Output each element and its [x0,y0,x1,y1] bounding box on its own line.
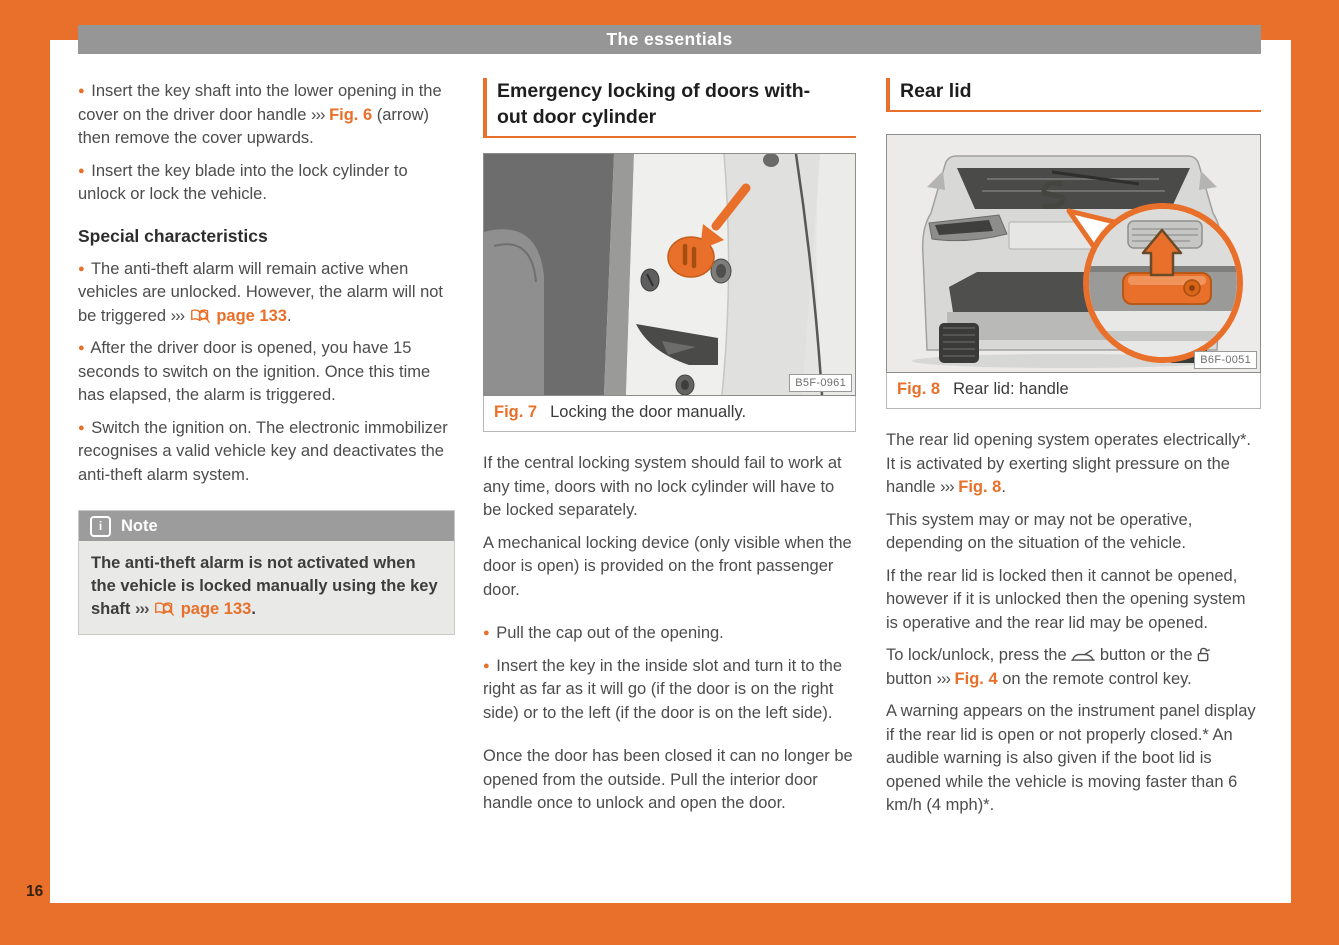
bullet-text: . [286,306,292,325]
paragraph [886,429,1261,500]
page-number: 16 [26,883,44,900]
bullet-text: Switch the ignition on. The electronic immobilizer recognises a valid vehicle key and deactivates the anti-theft alarm system. [78,418,448,484]
car-boot-open-icon [1071,649,1095,662]
figure-label: Fig. 7 [494,403,538,421]
note-title: Note [121,516,158,535]
bullet-text: The anti-theft alarm will remain active when vehicles are unlocked. However, the alarm will not be triggered [78,259,444,325]
figure-7-illustration [484,154,855,395]
figure-7 [483,153,856,396]
figure-8-illustration [887,135,1260,372]
paragraph: A mechanical locking device (only visible when the door is open) is provided on the front passenger door. [483,533,852,599]
bullet-item [78,337,455,408]
page-border-right [1291,0,1339,945]
bullet-item [78,417,455,488]
fig4-link[interactable]: Fig. 4 [954,669,998,688]
book-search-icon [154,601,175,617]
caption-text: Locking the door manually. [550,403,747,421]
paragraph-text: button or the [1099,646,1193,664]
bullet-text: Insert the key in the inside slot and turn it to the right as far as it will go (if the door is on the right side) or to the left (if the door is on the left side). [483,656,843,722]
bullet-item [483,655,856,726]
note-text: The anti-theft alarm is not activated when the vehicle is locked manually using the key shaft [91,554,438,618]
bullet-item [483,622,856,646]
bullet-dot: ● [78,262,85,275]
bullet-text: Insert the key shaft into the lower opening in the cover on the driver door handle [78,82,442,124]
fig8-link[interactable]: Fig. 8 [958,478,1002,496]
section-heading-rear-lid [886,78,1261,112]
subheading-special-characteristics: Special characteristics [78,225,268,246]
paragraph-text: on the remote control key. [997,669,1192,688]
page133-link[interactable]: page 133 [180,600,252,618]
heading-line: out door cylinder [497,106,657,128]
right-column [886,78,1261,827]
caption-text: Rear lid: handle [953,380,1069,398]
paragraph [886,644,1261,691]
bullet-item [78,80,455,151]
page-border-bottom [0,903,1339,945]
paragraph-text: The rear lid opening system operates electrically*. It is activated by exerting slight pressure on the handle [886,431,1252,496]
note-body [79,541,454,634]
figure-code: B6F-0051 [1194,351,1257,369]
page-border-left [0,0,50,945]
heading-line: Rear lid [900,80,972,102]
paragraph: A warning appears on the instrument panel display if the rear lid is open or not properly closed.* An audible warning is also given if the boot lid is opened while the vehicle is moving faster than 6 km/h (4 mph)*. [886,702,1256,814]
chevrons: ››› [940,478,954,496]
paragraph: If the rear lid is locked then it cannot be opened, however if it is unlocked then the opening system is operative and the rear lid may be opened. [886,566,1246,632]
paragraph: This system may or may not be operative, depending on the situation of the vehicle. [886,510,1193,552]
heading-line: Emergency locking of doors with- [497,80,811,102]
paragraph: Once the door has been closed it can no longer be opened from the outside. Pull the interior door handle once to unlock and open the door. [483,747,853,812]
bullet-dot: ● [78,342,85,354]
figure-label: Fig. 8 [897,380,941,398]
bullet-dot: ● [483,627,490,639]
bullet-item [78,160,455,207]
paragraph-text: To lock/unlock, press the [886,646,1067,664]
figure-7-caption [483,396,856,432]
chevrons: ››› [936,669,950,688]
chevrons: ››› [310,105,325,124]
left-column [78,80,455,635]
padlock-open-icon [1197,647,1211,662]
bullet-text: (arrow) then remove the cover upwards. [78,105,429,147]
bullet-text: Pull the cap out of the opening. [496,624,724,642]
info-icon-glyph: i [98,519,103,533]
chevrons: ››› [135,600,149,618]
fig6-link[interactable]: Fig. 6 [329,105,373,124]
page133-link[interactable]: page 133 [216,306,287,325]
bullet-item [78,258,455,329]
note-header [79,511,454,541]
figure-code: B5F-0961 [789,374,852,392]
chevrons: ››› [170,306,185,325]
bullet-dot: ● [78,421,85,434]
info-icon [90,516,111,537]
note-text: . [251,600,256,618]
paragraph-text: . [1001,478,1006,496]
middle-column [483,78,856,825]
bullet-dot: ● [78,85,85,97]
paragraph-text: button [886,669,932,688]
figure-8-caption [886,373,1261,409]
note-box [78,510,455,635]
paragraph: If the central locking system should fail to work at any time, doors with no lock cylinder will have to be locked separately. [483,454,842,519]
chapter-header: The essentials [78,25,1261,54]
figure-8 [886,134,1261,373]
section-heading-emergency-locking [483,78,856,138]
bullet-dot: ● [483,659,490,672]
bullet-text: After the driver door is opened, you have 15 seconds to switch on the ignition. Once this time has elapsed, the alarm is triggered. [78,339,431,404]
book-search-icon [190,308,211,324]
bullet-dot: ● [78,164,85,177]
bullet-text: Insert the key blade into the lock cylinder to unlock or lock the vehicle. [78,161,408,203]
